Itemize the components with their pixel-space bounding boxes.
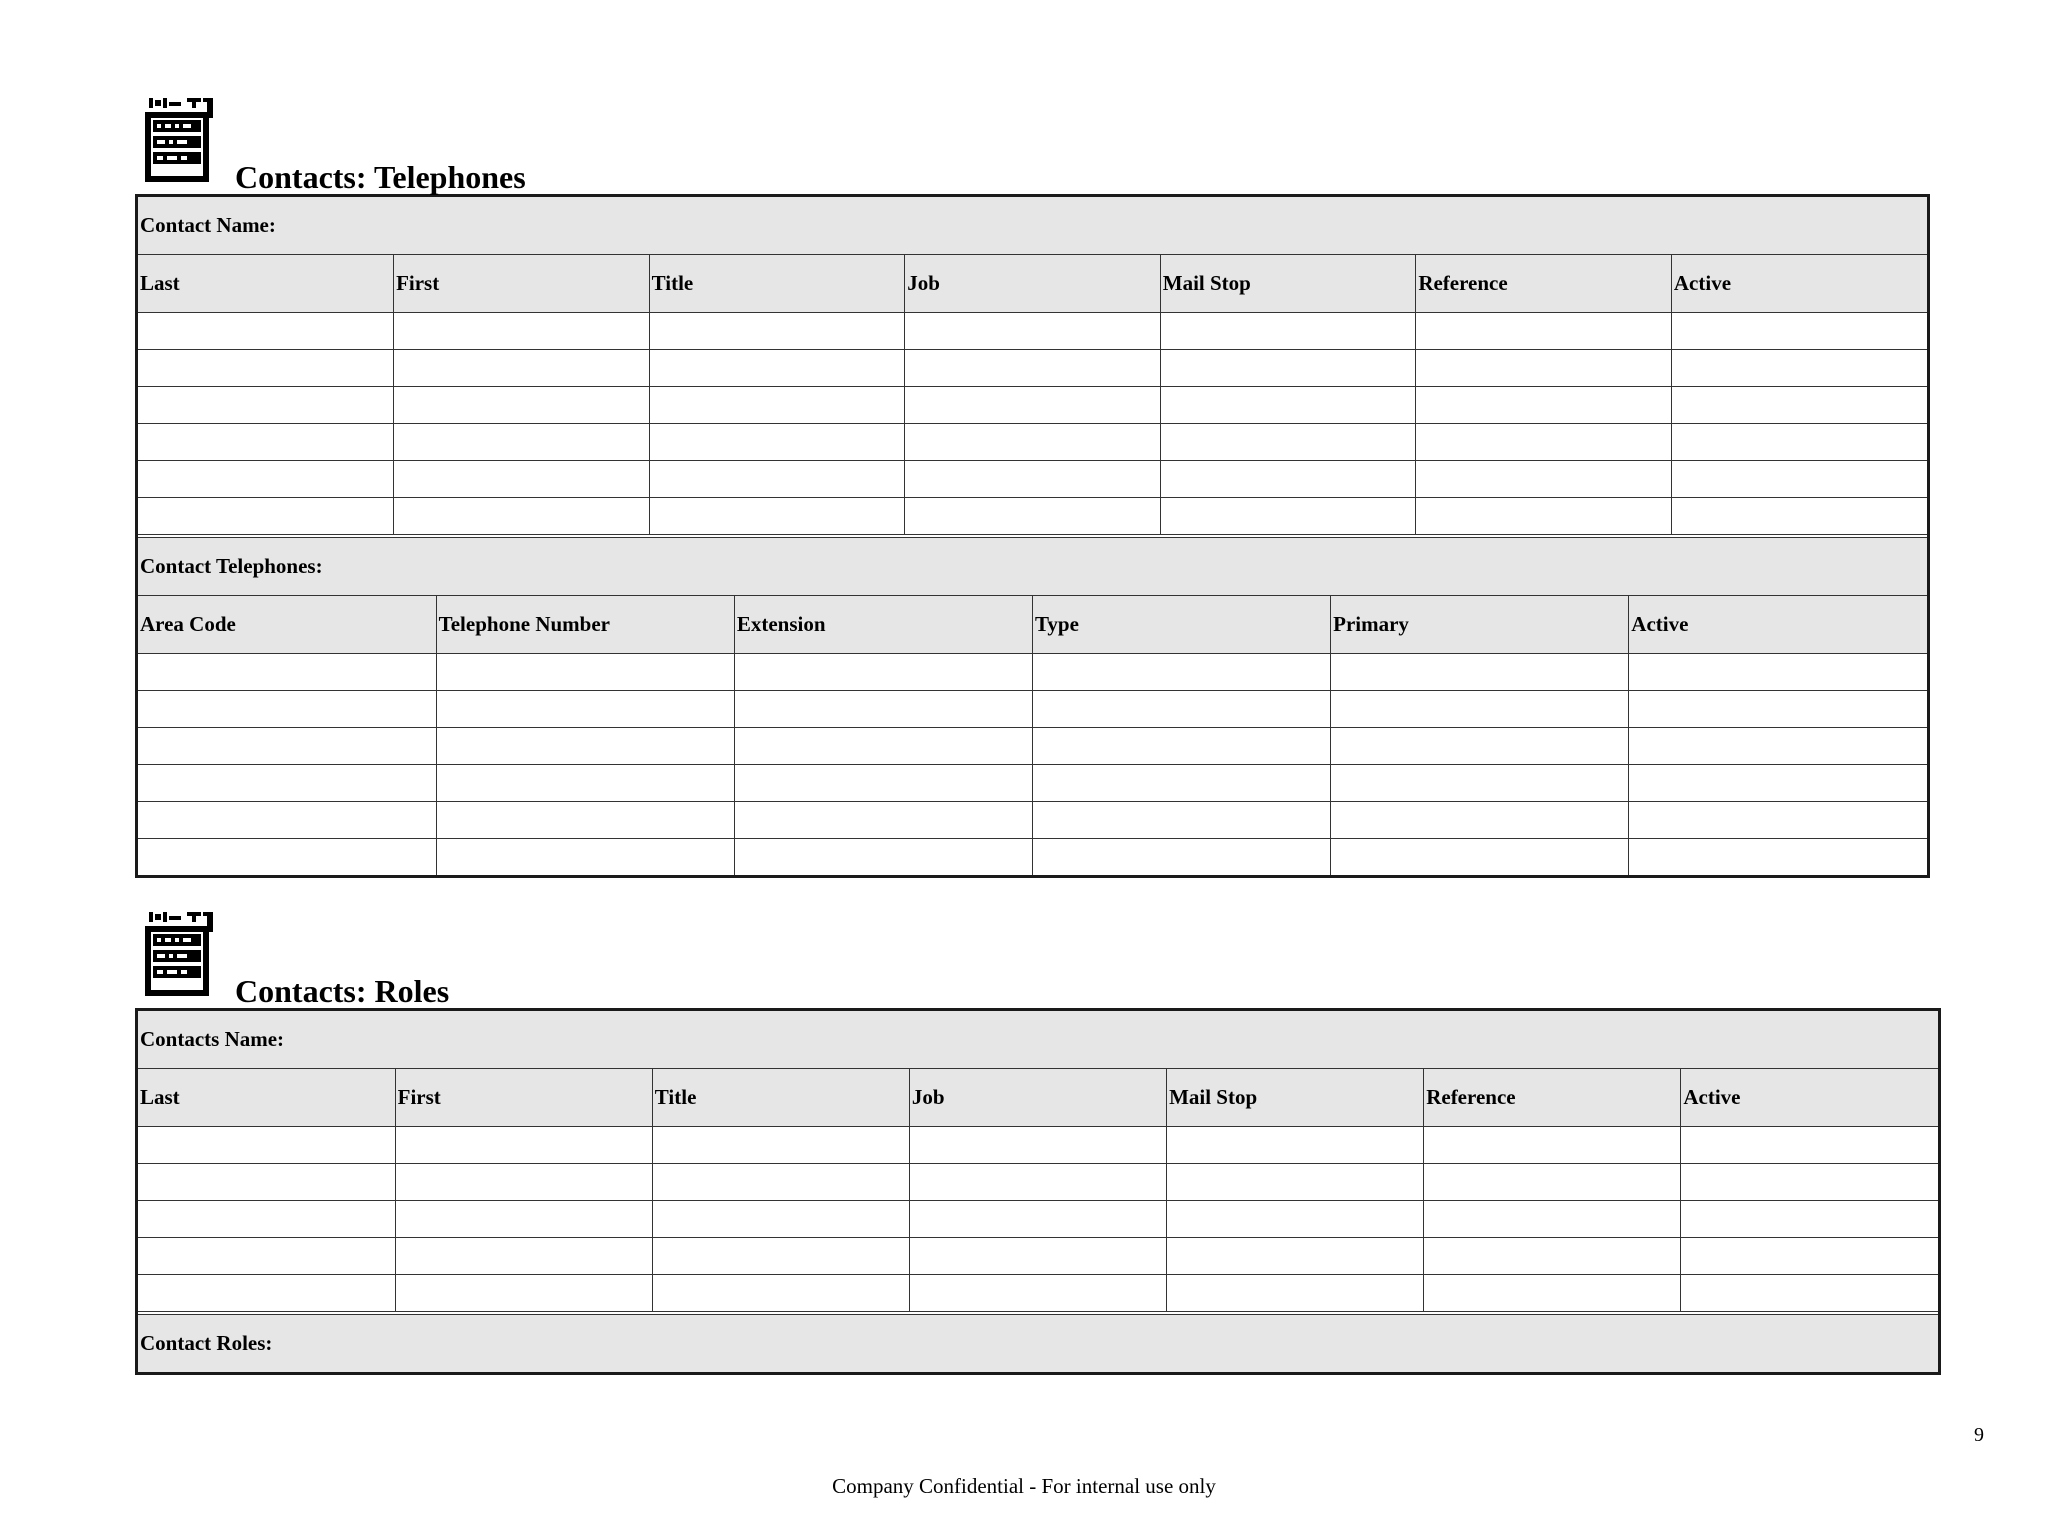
form-cell[interactable] xyxy=(1331,765,1629,802)
form-cell[interactable] xyxy=(1331,839,1629,876)
form-cell[interactable] xyxy=(138,424,394,461)
form-cell[interactable] xyxy=(905,424,1161,461)
form-cell[interactable] xyxy=(734,765,1032,802)
table-body xyxy=(138,313,1927,535)
form-cell[interactable] xyxy=(905,313,1161,350)
table-row xyxy=(138,839,1927,876)
form-cell[interactable] xyxy=(1671,387,1927,424)
section-title: Contacts: Roles xyxy=(235,973,450,1009)
form-cell[interactable] xyxy=(395,1201,652,1238)
table-row xyxy=(138,350,1927,387)
form-cell[interactable] xyxy=(1416,424,1672,461)
form-cell[interactable] xyxy=(734,691,1032,728)
form-cell[interactable] xyxy=(1032,691,1330,728)
table-row xyxy=(138,387,1927,424)
form-cell[interactable] xyxy=(1681,1201,1938,1238)
contacts-name-block xyxy=(138,1011,1938,1311)
table-row xyxy=(138,313,1927,350)
form-document-icon xyxy=(145,912,239,998)
column-header-reference: Reference xyxy=(1424,1069,1681,1127)
form-cell[interactable] xyxy=(1167,1127,1424,1164)
form-cell[interactable] xyxy=(1424,1127,1681,1164)
form-cell[interactable] xyxy=(138,839,436,876)
column-header-last: Last xyxy=(138,1069,395,1127)
form-cell[interactable] xyxy=(1416,313,1672,350)
form-cell[interactable] xyxy=(1032,654,1330,691)
form-cell[interactable] xyxy=(1160,313,1416,350)
column-header-telephone-number: Telephone Number xyxy=(436,596,734,654)
form-cell[interactable] xyxy=(649,461,905,498)
form-cell[interactable] xyxy=(436,728,734,765)
form-cell[interactable] xyxy=(138,728,436,765)
form-cell[interactable] xyxy=(734,728,1032,765)
column-header-title: Title xyxy=(652,1069,909,1127)
block-label: Contact Name: xyxy=(138,197,1927,255)
form-cell[interactable] xyxy=(394,424,650,461)
table-row xyxy=(138,1201,1938,1238)
form-cell[interactable] xyxy=(652,1127,909,1164)
form-cell[interactable] xyxy=(138,1238,395,1275)
form-cell[interactable] xyxy=(1424,1164,1681,1201)
form-cell[interactable] xyxy=(394,313,650,350)
form-cell[interactable] xyxy=(1671,313,1927,350)
form-cell[interactable] xyxy=(1331,654,1629,691)
form-cell[interactable] xyxy=(909,1238,1166,1275)
form-cell[interactable] xyxy=(649,498,905,535)
form-cell[interactable] xyxy=(909,1201,1166,1238)
form-frame xyxy=(135,1008,1941,1375)
form-cell[interactable] xyxy=(138,802,436,839)
form-cell[interactable] xyxy=(905,461,1161,498)
footer-confidential: Company Confidential - For internal use only xyxy=(832,1474,1216,1498)
table-row xyxy=(138,765,1927,802)
form-cell[interactable] xyxy=(734,802,1032,839)
form-cell[interactable] xyxy=(1416,387,1672,424)
table-row xyxy=(138,1164,1938,1201)
form-cell[interactable] xyxy=(1032,728,1330,765)
form-cell[interactable] xyxy=(1671,461,1927,498)
form-cell[interactable] xyxy=(1416,461,1672,498)
form-cell[interactable] xyxy=(395,1127,652,1164)
form-cell[interactable] xyxy=(652,1275,909,1312)
form-cell[interactable] xyxy=(1167,1164,1424,1201)
form-cell[interactable] xyxy=(1331,691,1629,728)
form-cell[interactable] xyxy=(1671,498,1927,535)
form-cell[interactable] xyxy=(1629,691,1927,728)
form-cell[interactable] xyxy=(649,424,905,461)
form-cell[interactable] xyxy=(1160,350,1416,387)
form-cell[interactable] xyxy=(649,313,905,350)
column-header-job: Job xyxy=(905,255,1161,313)
form-cell[interactable] xyxy=(1671,424,1927,461)
form-cell[interactable] xyxy=(138,1275,395,1312)
section-roles xyxy=(135,912,1941,1375)
block-label: Contact Telephones: xyxy=(138,538,1927,596)
form-cell[interactable] xyxy=(436,691,734,728)
form-cell[interactable] xyxy=(436,839,734,876)
form-cell[interactable] xyxy=(1416,350,1672,387)
form-cell[interactable] xyxy=(138,654,436,691)
column-header-active: Active xyxy=(1671,255,1927,313)
column-header-last: Last xyxy=(138,255,394,313)
section-title: Contacts: Telephones xyxy=(235,159,526,195)
column-header-mail-stop: Mail Stop xyxy=(1167,1069,1424,1127)
column-header-reference: Reference xyxy=(1416,255,1672,313)
form-cell[interactable] xyxy=(138,313,394,350)
form-cell[interactable] xyxy=(734,654,1032,691)
form-cell[interactable] xyxy=(1629,802,1927,839)
table-body xyxy=(138,654,1927,876)
table-row xyxy=(138,461,1927,498)
form-cell[interactable] xyxy=(1167,1275,1424,1312)
form-cell[interactable] xyxy=(436,802,734,839)
form-cell[interactable] xyxy=(1331,802,1629,839)
column-header-first: First xyxy=(395,1069,652,1127)
form-cell[interactable] xyxy=(395,1238,652,1275)
table-row xyxy=(138,728,1927,765)
block-label: Contact Roles: xyxy=(138,1315,1938,1372)
form-cell[interactable] xyxy=(394,461,650,498)
form-cell[interactable] xyxy=(1681,1275,1938,1312)
column-header-job: Job xyxy=(909,1069,1166,1127)
form-cell[interactable] xyxy=(138,1201,395,1238)
form-cell[interactable] xyxy=(1167,1238,1424,1275)
form-cell[interactable] xyxy=(1167,1201,1424,1238)
block-label: Contacts Name: xyxy=(138,1011,1938,1069)
form-cell[interactable] xyxy=(905,350,1161,387)
table-row xyxy=(138,1238,1938,1275)
form-cell[interactable] xyxy=(1681,1164,1938,1201)
form-cell[interactable] xyxy=(1629,728,1927,765)
form-cell[interactable] xyxy=(1032,802,1330,839)
form-cell[interactable] xyxy=(436,765,734,802)
column-header-area-code: Area Code xyxy=(138,596,436,654)
form-cell[interactable] xyxy=(652,1201,909,1238)
contact-roles-block xyxy=(138,1311,1938,1372)
contact-name-block xyxy=(138,197,1927,534)
form-cell[interactable] xyxy=(909,1164,1166,1201)
column-header-title: Title xyxy=(649,255,905,313)
table-row xyxy=(138,691,1927,728)
form-cell[interactable] xyxy=(909,1127,1166,1164)
form-cell[interactable] xyxy=(1681,1238,1938,1275)
form-cell[interactable] xyxy=(138,350,394,387)
table-row xyxy=(138,1275,1938,1312)
table-row xyxy=(138,654,1927,691)
form-cell[interactable] xyxy=(652,1164,909,1201)
form-cell[interactable] xyxy=(1032,839,1330,876)
form-cell[interactable] xyxy=(138,1164,395,1201)
form-cell[interactable] xyxy=(649,350,905,387)
table-row xyxy=(138,424,1927,461)
form-cell[interactable] xyxy=(905,498,1161,535)
column-header-active: Active xyxy=(1681,1069,1938,1127)
table-row xyxy=(138,802,1927,839)
form-cell[interactable] xyxy=(395,1275,652,1312)
form-cell[interactable] xyxy=(909,1275,1166,1312)
form-cell[interactable] xyxy=(394,387,650,424)
column-header-mail-stop: Mail Stop xyxy=(1160,255,1416,313)
table-row xyxy=(138,498,1927,535)
column-header-primary: Primary xyxy=(1331,596,1629,654)
form-cell[interactable] xyxy=(1629,839,1927,876)
form-cell[interactable] xyxy=(905,387,1161,424)
form-cell[interactable] xyxy=(394,498,650,535)
section-heading xyxy=(135,912,1941,1008)
contact-telephones-block xyxy=(138,534,1927,875)
form-cell[interactable] xyxy=(1629,765,1927,802)
form-cell[interactable] xyxy=(394,350,650,387)
form-cell[interactable] xyxy=(1160,387,1416,424)
form-cell[interactable] xyxy=(1032,765,1330,802)
form-cell[interactable] xyxy=(138,461,394,498)
form-cell[interactable] xyxy=(138,765,436,802)
form-cell[interactable] xyxy=(1416,498,1672,535)
form-cell[interactable] xyxy=(649,387,905,424)
form-cell[interactable] xyxy=(1160,424,1416,461)
table-body xyxy=(138,1127,1938,1312)
form-cell[interactable] xyxy=(1681,1127,1938,1164)
section-heading xyxy=(135,98,1930,194)
form-cell[interactable] xyxy=(1671,350,1927,387)
form-document-icon xyxy=(145,98,239,184)
form-cell[interactable] xyxy=(1424,1238,1681,1275)
column-header-first: First xyxy=(394,255,650,313)
column-header-type: Type xyxy=(1032,596,1330,654)
form-cell[interactable] xyxy=(1331,728,1629,765)
form-cell[interactable] xyxy=(138,691,436,728)
form-cell[interactable] xyxy=(1160,461,1416,498)
form-cell[interactable] xyxy=(138,498,394,535)
page-number: 9 xyxy=(1974,1424,1984,1446)
column-header-extension: Extension xyxy=(734,596,1032,654)
section-telephones xyxy=(135,98,1930,878)
form-cell[interactable] xyxy=(734,839,1032,876)
form-cell[interactable] xyxy=(138,387,394,424)
form-cell[interactable] xyxy=(395,1164,652,1201)
form-cell[interactable] xyxy=(1629,654,1927,691)
form-cell[interactable] xyxy=(652,1238,909,1275)
form-cell[interactable] xyxy=(1424,1201,1681,1238)
column-header-active: Active xyxy=(1629,596,1927,654)
form-cell[interactable] xyxy=(138,1127,395,1164)
table-row xyxy=(138,1127,1938,1164)
form-frame xyxy=(135,194,1930,878)
form-cell[interactable] xyxy=(436,654,734,691)
form-cell[interactable] xyxy=(1424,1275,1681,1312)
form-cell[interactable] xyxy=(1160,498,1416,535)
